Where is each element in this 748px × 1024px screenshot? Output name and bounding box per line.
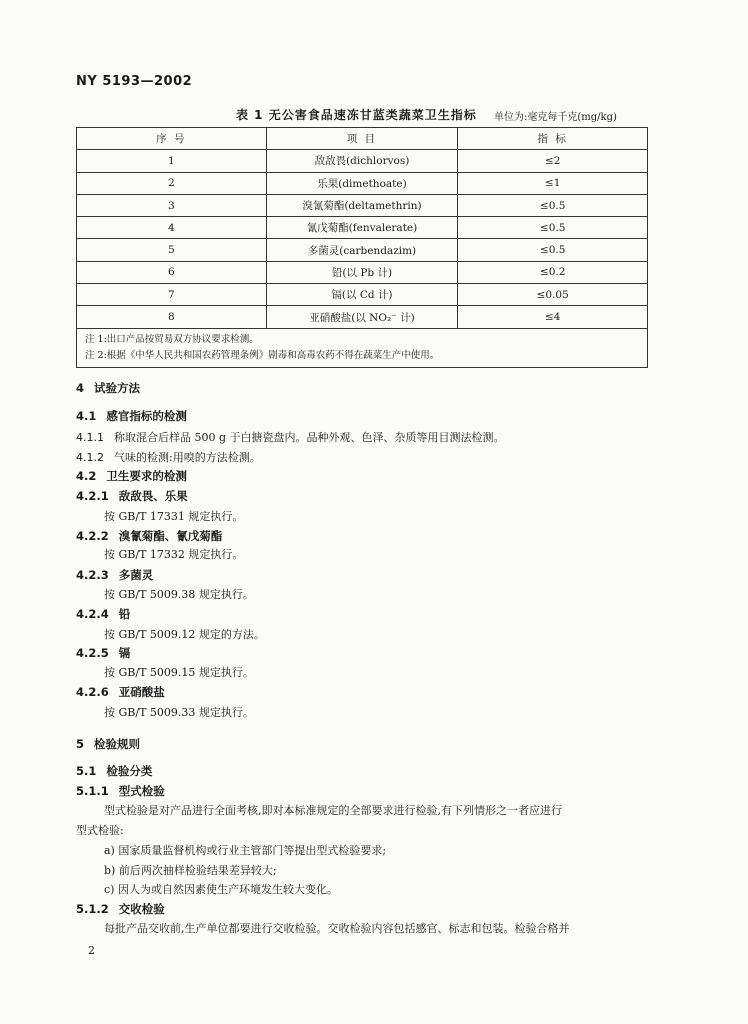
clause-4-2-2-text: 按 GB/T 17332 规定执行。 [104, 548, 244, 561]
section-5-1-heading [76, 763, 152, 779]
clause-4-2-5-heading [76, 645, 130, 661]
table-row [77, 306, 648, 328]
clause-5-1-2-heading [76, 901, 165, 917]
clause-number: 4.2.1 [76, 489, 109, 503]
clause-text: 称取混合后样品 500 g 于白搪瓷盘内。品种外观、色泽、杂质等用目测法检测。 [114, 431, 505, 444]
row-limit: ≤0.5 [458, 194, 648, 216]
clause-4-1-2 [76, 449, 261, 465]
row-item: 乐果(dimethoate) [266, 172, 458, 194]
clause-title: 亚硝酸盐 [118, 685, 165, 699]
row-limit: ≤2 [458, 150, 648, 172]
list-item-a: a) 国家质量监督机构或行业主管部门等提出型式检验要求; [104, 844, 387, 857]
section-5-heading [76, 736, 140, 752]
table-notes [77, 328, 648, 367]
section-title: 试验方法 [94, 381, 141, 395]
clause-5-1-1-text-1: 型式检验是对产品进行全面考核,即对本标准规定的全部要求进行检验,有下列情形之一者应进行 [104, 804, 562, 817]
section-title: 检验规则 [94, 737, 141, 751]
table-row [77, 150, 648, 172]
section-4-1-heading [76, 408, 187, 424]
clause-title: 多菌灵 [118, 568, 154, 582]
header-index: 指 标 [458, 128, 648, 150]
clause-4-2-2-heading [76, 528, 222, 544]
table-note-2: 注 2:根据《中华人民共和国农药管理条例》剧毒和高毒农药不得在蔬菜生产中使用。 [85, 349, 440, 361]
row-item: 铅(以 Pb 计) [266, 261, 458, 283]
table-notes-row [77, 328, 648, 367]
clause-number: 4.1.2 [76, 451, 104, 464]
row-limit: ≤4 [458, 306, 648, 328]
table-unit: 单位为:毫克每千克(mg/kg) [494, 112, 617, 123]
clause-title: 敌敌畏、乐果 [118, 489, 188, 503]
row-number: 3 [77, 194, 267, 216]
clause-4-2-4-text: 按 GB/T 5009.12 规定的方法。 [104, 628, 265, 641]
header-item: 项 目 [266, 128, 458, 150]
clause-4-2-4-heading [76, 606, 130, 622]
clause-number: 5.1.1 [76, 784, 109, 798]
clause-4-2-1-text: 按 GB/T 17331 规定执行。 [104, 510, 244, 523]
row-item: 敌敌畏(dichlorvos) [266, 150, 458, 172]
row-limit: ≤0.5 [458, 239, 648, 261]
section-title: 感官指标的检测 [106, 409, 187, 423]
clause-4-1-1 [76, 429, 505, 445]
clause-number: 5.1.2 [76, 902, 109, 916]
clause-number: 4.2.6 [76, 685, 109, 699]
clause-4-2-3-heading [76, 567, 153, 583]
row-number: 2 [77, 172, 267, 194]
list-item-c: c) 因人为或自然因素使生产环境发生较大变化。 [104, 883, 338, 896]
section-4-2-heading [76, 468, 187, 484]
section-4-heading [76, 380, 140, 396]
row-number: 8 [77, 306, 267, 328]
section-number: 4.2 [76, 469, 97, 483]
clause-5-1-2-text: 每批产品交收前,生产单位都要进行交收检验。交收检验内容包括感官、标志和包装。检验合格并 [104, 922, 570, 935]
table-row [77, 194, 648, 216]
clause-4-2-6-heading [76, 684, 165, 700]
table-row [77, 261, 648, 283]
row-number: 1 [77, 150, 267, 172]
clause-4-2-5-text: 按 GB/T 5009.15 规定执行。 [104, 666, 254, 679]
section-number: 4.1 [76, 409, 97, 423]
clause-5-1-1-text-2: 型式检验: [76, 824, 124, 837]
row-number: 4 [77, 217, 267, 239]
section-number: 5.1 [76, 764, 97, 778]
section-title: 卫生要求的检测 [106, 469, 187, 483]
clause-title: 交收检验 [118, 902, 165, 916]
list-item-b: b) 前后两次抽样检验结果差异较大; [104, 864, 277, 877]
clause-4-2-6-text: 按 GB/T 5009.33 规定执行。 [104, 706, 254, 719]
row-item: 溴氰菊酯(deltamethrin) [266, 194, 458, 216]
section-number: 4 [76, 381, 85, 395]
clause-title: 镉 [118, 646, 131, 660]
row-item: 镉(以 Cd 计) [266, 284, 458, 306]
header-number: 序 号 [77, 128, 267, 150]
section-number: 5 [76, 737, 85, 751]
clause-title: 铅 [118, 607, 131, 621]
row-limit: ≤0.05 [458, 284, 648, 306]
row-limit: ≤0.5 [458, 217, 648, 239]
clause-number: 4.1.1 [76, 431, 104, 444]
table-note-1: 注 1:出口产品按贸易双方协议要求检测。 [85, 333, 259, 345]
row-number: 5 [77, 239, 267, 261]
clause-5-1-1-heading [76, 783, 165, 799]
row-item: 多菌灵(carbendazim) [266, 239, 458, 261]
section-title: 检验分类 [106, 764, 153, 778]
table-row [77, 239, 648, 261]
clause-number: 4.2.5 [76, 646, 109, 660]
clause-title: 溴氰菊酯、氰戊菊酯 [118, 529, 223, 543]
row-item: 亚硝酸盐(以 NO₂⁻ 计) [266, 306, 458, 328]
row-number: 7 [77, 284, 267, 306]
clause-number: 4.2.4 [76, 607, 109, 621]
table-caption [76, 104, 648, 124]
page-number: 2 [88, 944, 95, 957]
clause-title: 型式检验 [118, 784, 165, 798]
clause-text: 气味的检测:用嗅的方法检测。 [114, 451, 261, 464]
table-row [77, 217, 648, 239]
table-header-row [77, 128, 648, 150]
hygiene-index-table [76, 127, 648, 368]
row-item: 氰戊菊酯(fenvalerate) [266, 217, 458, 239]
clause-number: 4.2.2 [76, 529, 109, 543]
standard-code: NY 5193—2002 [76, 74, 193, 89]
clause-number: 4.2.3 [76, 568, 109, 582]
table-title: 表 1 无公害食品速冻甘蓝类蔬菜卫生指标 [236, 108, 477, 122]
table-row [77, 284, 648, 306]
clause-4-2-3-text: 按 GB/T 5009.38 规定执行。 [104, 588, 254, 601]
row-limit: ≤0.2 [458, 261, 648, 283]
row-limit: ≤1 [458, 172, 648, 194]
table-row [77, 172, 648, 194]
clause-4-2-1-heading [76, 488, 188, 504]
row-number: 6 [77, 261, 267, 283]
